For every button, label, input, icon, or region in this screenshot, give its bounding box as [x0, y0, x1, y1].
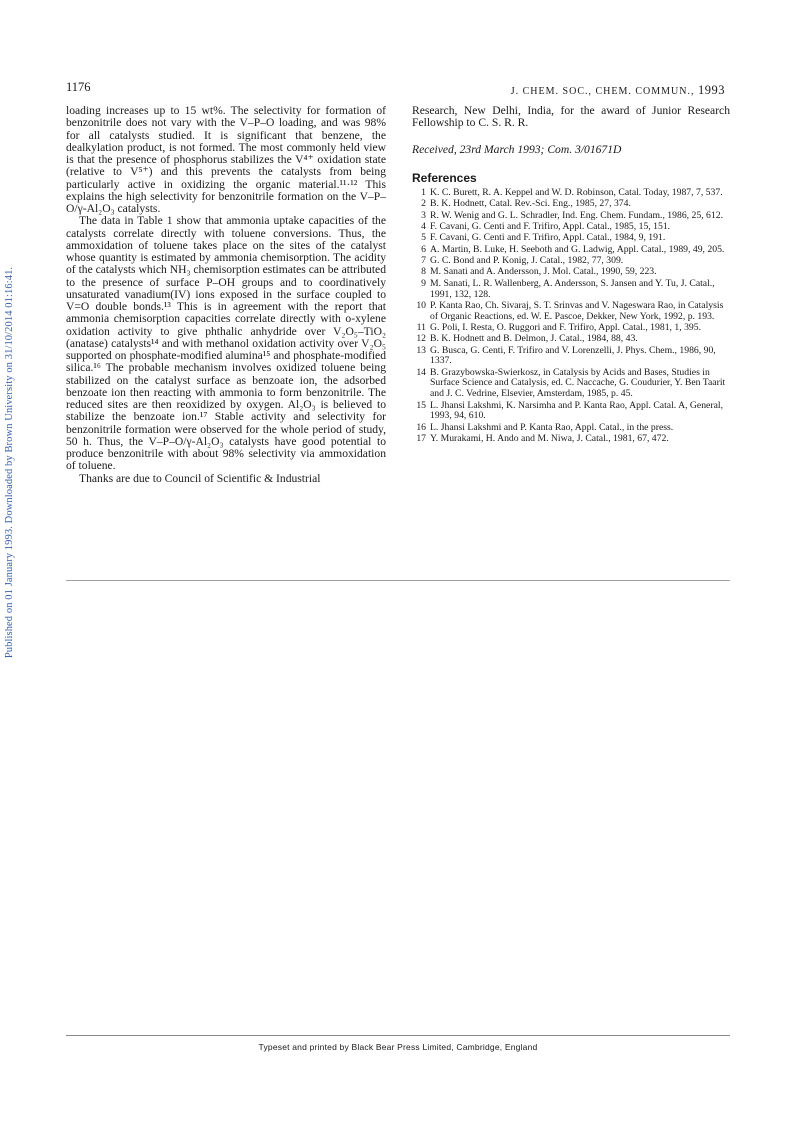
reference-number: 15 [416, 399, 426, 411]
reference-number: 17 [416, 433, 426, 444]
reference-item [412, 323, 730, 334]
reference-text: B. Grazybowska-Swierkosz, in Catalysis by Acids and Bases, Studies in Surface Science and Catalysis, ed. C. Naccache, G. Coudurier, Y. Ben Taarit and J. C. Vedrine, Elsevier, Amsterdam, 1985, p. 45. [430, 366, 726, 400]
reference-item [412, 211, 730, 222]
reference-number: 13 [416, 344, 426, 356]
journal-name: J. CHEM. SOC., CHEM. COMMUN., [510, 86, 695, 97]
reference-text: F. Cavani, G. Centi and F. Trifiro, Appl. Catal., 1984, 9, 191. [430, 232, 666, 244]
references-heading: References [412, 170, 477, 185]
reference-item [412, 346, 730, 368]
reference-number: 16 [416, 421, 426, 433]
reference-item [412, 267, 730, 278]
reference-number: 12 [416, 333, 426, 345]
journal-year: 1993 [698, 83, 725, 97]
reference-item [412, 256, 730, 267]
reference-text: L. Jhansi Lakshmi, K. Narsimha and P. Kanta Rao, Appl. Catal. A, General, 1993, 94, 610. [430, 399, 723, 422]
reference-text: G. C. Bond and P. Konig, J. Catal., 1982, 77, 309. [430, 255, 624, 267]
reference-item [412, 233, 730, 244]
reference-number: 8 [421, 266, 426, 278]
reference-text: K. C. Burett, R. A. Keppel and W. D. Robinson, Catal. Today, 1987, 7, 537. [430, 187, 723, 198]
left-column [66, 105, 386, 485]
body-paragraph-2: The data in Table 1 show that ammonia uptake capacities of the catalysts correlate directly with toluene conversions. Thus, the ammoxidation of toluene takes place on the sites of the catalyst whose quantity is estimated by ammonia chemisorption. The acidity of the catalysts which NH₃ chemisorption estimates can be attributed to the presence of surface P–OH groups and to coordinatively unsaturated vanadium(IV) ions exposed in the surface coupled to V=O double bonds.¹³ This is in agreement with the report that ammonia chemisorption capacities correlate directly with o-xylene oxidation activity to give phthalic anhydride over V₂O₅–TiO₂ (anatase) catalysts¹⁴ and with methanol oxidation activity over V₂O₅ supported on phosphate-modified alumina¹⁵ and phosphate-modified silica.¹⁶ The probable mechanism involves oxidized toluene being stabilized on the catalyst surface as benzoate ion, the adsorbed benzoate ion then reacting with ammonia to form benzonitrile. The reduced sites are then reoxidized by oxygen. Al₂O₃ is believed to stabilize the benzoate ion.¹⁷ Stable activity and selectivity for benzonitrile formation were observed for the whole period of study, 50 h. Thus, the V–P–O/γ-Al₂O₃ catalysts have good potential to produce benzonitrile with about 98% selectivity via ammoxidation of toluene. [66, 214, 386, 473]
acknowledgement-start: Thanks are due to Council of Scientific & Industrial [79, 471, 321, 485]
reference-number: 11 [416, 321, 426, 333]
reference-item [412, 368, 730, 400]
reference-text: B. K. Hodnett and B. Delmon, J. Catal., 1984, 88, 43. [430, 333, 638, 345]
reference-item [412, 301, 730, 323]
reference-item [412, 245, 730, 256]
reference-number: 2 [421, 198, 426, 210]
reference-item [412, 434, 730, 445]
reference-item [412, 279, 730, 301]
reference-text: M. Sanati and A. Andersson, J. Mol. Catal., 1990, 59, 223. [430, 266, 657, 278]
references-list [412, 188, 730, 445]
reference-text: F. Cavani, G. Centi and F. Trifiro, Appl. Catal., 1985, 15, 151. [430, 221, 671, 233]
reference-item [412, 222, 730, 233]
reference-text: P. Kanta Rao, Ch. Sivaraj, S. T. Srinvas and V. Nageswara Rao, in Catalysis of Organic Reactions, ed. W. E. Pascoe, Dekker, New York, 1992, p. 193. [430, 299, 724, 322]
reference-item [412, 423, 730, 434]
right-column [412, 105, 730, 445]
page-number: 1176 [66, 80, 91, 94]
reference-text: B. K. Hodnett, Catal. Rev.-Sci. Eng., 1985, 27, 374. [430, 198, 631, 210]
reference-item [412, 401, 730, 423]
reference-number: 14 [416, 366, 426, 378]
reference-number: 1 [421, 187, 426, 198]
reference-number: 6 [421, 243, 426, 255]
reference-text: G. Poli, I. Resta, O. Ruggori and F. Trifiro, Appl. Catal., 1981, 1, 395. [430, 321, 702, 333]
download-watermark-text: Published on 01 January 1993. Downloaded by Brown University on 31/10/2014 01:16:41. [4, 266, 16, 658]
reference-text: G. Busca, G. Centi, F. Trifiro and V. Lorenzelli, J. Phys. Chem., 1986, 90, 1337. [430, 344, 716, 367]
running-head [511, 83, 725, 98]
reference-item [412, 188, 730, 199]
reference-number: 10 [416, 299, 426, 311]
reference-number: 5 [421, 232, 426, 244]
download-watermark [3, 232, 17, 692]
reference-text: M. Sanati, L. R. Wallenberg, A. Andersson, S. Jansen and Y. Tu, J. Catal., 1991, 132, 128. [430, 277, 715, 300]
body-paragraph-1: loading increases up to 15 wt%. The selectivity for formation of benzonitrile does not vary with the V–P–O loading, and was 98% for all catalysts studied. It is significant that benzene, the dealkylation product, is not formed. The most commonly held view is that the presence of phosphorus stabilizes the V⁴⁺ oxidation state (relative to V⁵⁺) and this prevents the catalysts from being particularly active in oxidizing the organic material.¹¹·¹² This explains the high selectivity for benzonitrile formation on the V–P–O/γ-Al₂O₃ catalysts. [66, 104, 386, 215]
reference-text: A. Martin, B. Luke, H. Seeboth and G. Ladwig, Appl. Catal., 1989, 49, 205. [430, 243, 725, 255]
reference-item [412, 334, 730, 345]
reference-text: L. Jhansi Lakshmi and P. Kanta Rao, Appl. Catal., in the press. [430, 421, 674, 433]
acknowledgement-continued: Research, New Delhi, India, for the award of Junior Research Fellowship to C. S. R. R. [412, 104, 730, 130]
reference-text: Y. Murakami, H. Ando and M. Niwa, J. Catal., 1981, 67, 472. [430, 433, 669, 444]
footer-rule [66, 1035, 730, 1036]
reference-number: 9 [421, 277, 426, 289]
reference-number: 4 [421, 221, 426, 233]
received-date: Received, 23rd March 1993; Com. 3/01671D [412, 142, 622, 156]
reference-number: 7 [421, 255, 426, 267]
printer-footer: Typeset and printed by Black Bear Press Limited, Cambridge, England [258, 1042, 538, 1052]
reference-item [412, 199, 730, 210]
reference-text: R. W. Wenig and G. L. Schradler, Ind. Eng. Chem. Fundam., 1986, 25, 612. [430, 209, 724, 221]
end-of-article-rule [66, 580, 730, 581]
reference-number: 3 [421, 209, 426, 221]
